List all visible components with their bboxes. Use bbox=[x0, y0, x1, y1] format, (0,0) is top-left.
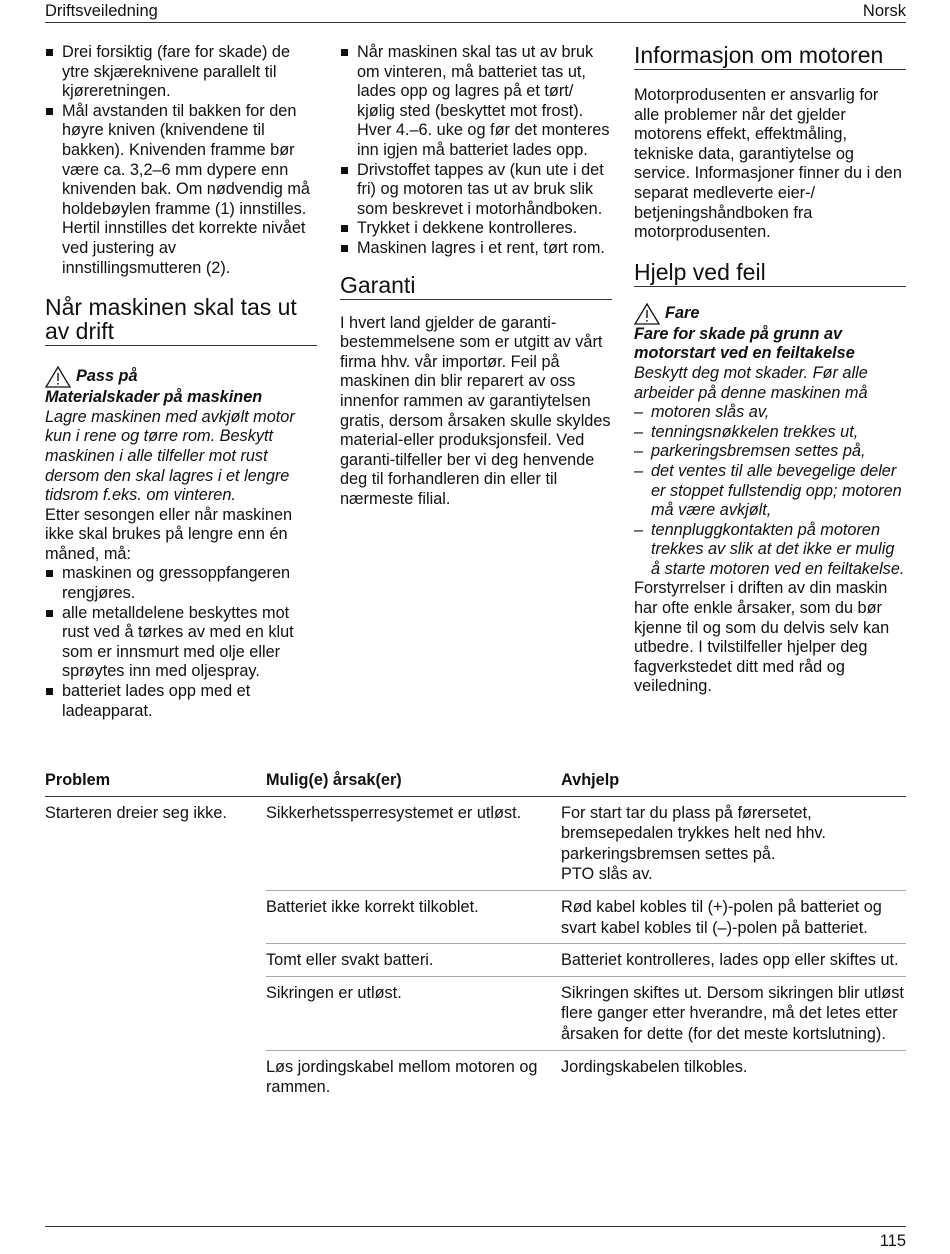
troubleshooting-table bbox=[45, 770, 906, 1103]
page-header bbox=[45, 0, 906, 23]
caution-text: Lagre maskinen med avkjølt motor kun i rene og tørre rom. Beskytt maskinen i alle tilfeller mot rust dersom den skal lagres i et lengre tidsrom f.eks. om vinteren. bbox=[45, 407, 295, 505]
list-item: Maskinen lagres i et rent, tørt rom. bbox=[340, 239, 612, 259]
adjust-bullets bbox=[45, 43, 317, 278]
footer-rule bbox=[45, 1226, 906, 1227]
section-heading-warranty: Garanti bbox=[340, 273, 612, 300]
list-item: maskinen og gressoppfangeren rengjøres. bbox=[45, 564, 317, 603]
troubleshooting-intro: Forstyrrelser i driften av din maskin har ofte enkle årsaker, som du bør kjenne til og som du delvis selv kan utbedre. I tvilstilfeller hjelper deg fagverkstedet ditt med råd og veiledning. bbox=[634, 579, 890, 696]
cause-cell: Batteriet ikke korrekt tilkoblet. bbox=[266, 897, 479, 916]
remedy-cell: Jordingskabelen tilkobles. bbox=[561, 1057, 748, 1076]
table-header bbox=[45, 770, 906, 797]
header-cause: Mulig(e) årsak(er) bbox=[266, 771, 402, 789]
storage-bullets bbox=[45, 564, 317, 721]
remedy-cell: Sikringen skiftes ut. Dersom sikringen blir utløst flere ganger etter hverandre, må det letes etter årsaken for dette (for det meste kortslutning). bbox=[561, 983, 904, 1043]
list-item: – motoren slås av, bbox=[634, 403, 906, 423]
danger-box bbox=[634, 303, 906, 580]
list-item: – det ventes til alle bevegelige deler er stoppet fullstendig opp; motoren må være avkjølt, bbox=[634, 462, 906, 521]
column-2 bbox=[340, 43, 612, 509]
caution-label: Pass på bbox=[76, 367, 138, 386]
cause-cell: Løs jordingskabel mellom motoren og rammen. bbox=[266, 1057, 538, 1097]
list-item: Trykket i dekkene kontrolleres. bbox=[340, 219, 612, 239]
list-item: – tennpluggkontakten på motoren trekkes av slik at det ikke er mulig å starte motoren ved en feiltakelse. bbox=[634, 521, 906, 580]
list-item: Når maskinen skal tas ut av bruk om vinteren, må batteriet tas ut, lades opp og lagres på et tørt/ kjølig sted (beskyttet mot frost). Hver 4.–6. uke og før det monteres inn igjen må batteriet lades opp. bbox=[340, 43, 612, 161]
caution-title: Materialskader på maskinen bbox=[45, 388, 263, 407]
danger-text: Beskytt deg mot skader. Før alle arbeider på denne maskinen må bbox=[634, 363, 868, 402]
problem-group bbox=[45, 797, 906, 1103]
danger-label: Fare bbox=[665, 303, 700, 322]
warning-triangle-icon bbox=[634, 303, 660, 325]
section-heading-storage: Når maskinen skal tas ut av drift bbox=[45, 295, 317, 346]
list-item: alle metalldelene beskyttes mot rust ved å tørkes av med en klut som er innsmurt med olje eller sprøytes inn med oljespray. bbox=[45, 604, 317, 682]
table-row bbox=[266, 891, 906, 944]
winter-bullets bbox=[340, 43, 612, 259]
table-row bbox=[266, 977, 906, 1051]
list-item: – parkeringsbremsen settes på, bbox=[634, 442, 906, 462]
header-title: Driftsveiledning bbox=[45, 2, 158, 20]
cause-cell: Sikringen er utløst. bbox=[266, 983, 402, 1002]
remedy-cell: Rød kabel kobles til (+)-polen på batteriet og svart kabel kobles til (–)-polen på batteriet. bbox=[561, 897, 882, 937]
header-language: Norsk bbox=[862, 2, 906, 20]
table-row bbox=[266, 944, 906, 977]
list-item: Mål avstanden til bakken for den høyre kniven (knivendene til bakken). Knivenden framme bør være ca. 3,2–6 mm dypere enn knivenden bak. Om nødvendig må holdebøylen framme (1) innstilles. Hertil innstilles det korrekte nivået ved justering av innstillingsmutteren (2). bbox=[45, 102, 317, 278]
cause-cell: Sikkerhetssperresystemet er utløst. bbox=[266, 803, 522, 822]
table-row bbox=[266, 797, 906, 891]
danger-steps bbox=[634, 403, 906, 579]
column-3 bbox=[634, 43, 906, 697]
warning-triangle-icon bbox=[45, 366, 71, 388]
list-item: batteriet lades opp med et ladeapparat. bbox=[45, 682, 317, 721]
cause-cell: Tomt eller svakt batteri. bbox=[266, 951, 434, 970]
list-item: – tenningsnøkkelen trekkes ut, bbox=[634, 423, 906, 443]
section-heading-engine-info: Informasjon om motoren bbox=[634, 43, 906, 70]
column-1 bbox=[45, 43, 317, 721]
remedy-cell: For start tar du plass på førersetet, bremsepedalen trykkes helt ned hhv. parkeringsbremsen settes på. PTO slås av. bbox=[561, 803, 826, 884]
engine-info-text: Motorprodusenten er ansvarlig for alle problemer når det gjelder motorens effekt, effektmåling, tekniske data, garantiytelse og service. Informasjoner finner du i den separat medleverte eier-/ betjeningshåndboken fra motorprodusenten. bbox=[634, 86, 902, 242]
header-remedy: Avhjelp bbox=[561, 771, 620, 789]
section-heading-troubleshooting: Hjelp ved feil bbox=[634, 260, 906, 287]
problem-cell: Starteren dreier seg ikke. bbox=[45, 803, 227, 822]
remedy-cell: Batteriet kontrolleres, lades opp eller skiftes ut. bbox=[561, 951, 899, 970]
warranty-text: I hvert land gjelder de garanti-bestemmelsene som er utgitt av vårt firma hhv. vår importør. Feil på maskinen din blir reparert av oss innenfor rammen av garantiytelsen gratis, dersom årsaken skulle skyldes material-eller produksjonsfeil. Ved garanti-tilfeller ber vi deg henvende deg til forhandleren din eller til nærmeste filial. bbox=[340, 313, 611, 508]
table-row bbox=[266, 1051, 906, 1103]
danger-title: Fare for skade på grunn av motorstart ved en feiltakelse bbox=[634, 324, 855, 363]
page-number: 115 bbox=[879, 1232, 906, 1250]
storage-intro: Etter sesongen eller når maskinen ikke skal brukes på lengre enn én måned, må: bbox=[45, 505, 293, 563]
list-item: Drivstoffet tappes av (kun ute i det fri) og motoren tas ut av bruk slik som beskrevet i motorhåndboken. bbox=[340, 161, 612, 220]
header-problem: Problem bbox=[45, 771, 111, 789]
caution-box bbox=[45, 366, 317, 506]
list-item: Drei forsiktig (fare for skade) de ytre skjæreknivene parallelt til kjøreretningen. bbox=[45, 43, 317, 102]
